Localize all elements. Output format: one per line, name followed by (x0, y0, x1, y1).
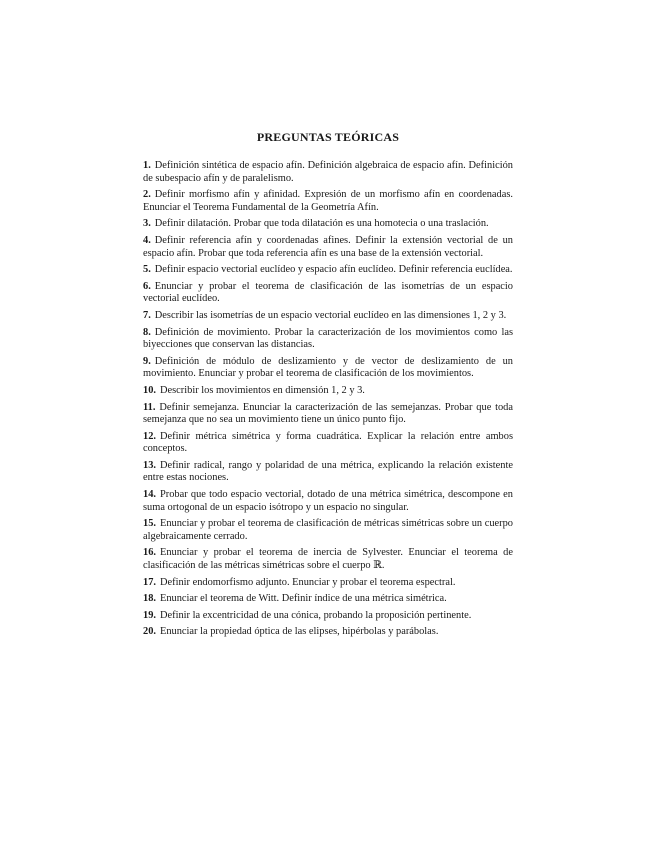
question-text: Definir dilatación. Probar que toda dilatación es una homotecia o una traslación. (154, 218, 489, 230)
question-text: Definición de módulo de deslizamiento y de vector de deslizamiento de un movimiento. Enunciar y probar el teorema de clasificación de los movimientos. (143, 355, 513, 380)
question-item (143, 402, 513, 427)
question-item (143, 431, 513, 456)
question-number: 9. (143, 355, 151, 367)
question-text: Enunciar y probar el teorema de clasificación de métricas simétricas sobre un cuerpo algebraicamente cerrado. (143, 518, 513, 542)
question-item (143, 264, 513, 277)
question-item (143, 460, 513, 485)
question-item (143, 218, 513, 231)
question-number: 16. (143, 547, 156, 559)
question-number: 14. (143, 489, 156, 501)
question-number: 10. (143, 384, 156, 396)
question-list (143, 160, 513, 639)
question-text: Enunciar y probar el teorema de inercia de Sylvester. Enunciar el teorema de clasificación de las métricas simétricas sobre el cuerpo ℝ. (143, 547, 513, 572)
question-item (143, 281, 513, 306)
question-item (143, 593, 513, 606)
question-item (143, 518, 513, 543)
question-text: Definir semejanza. Enunciar la caracterización de las semejanzas. Probar que toda semejanza que no sea un movimiento tiene un único punto fijo. (143, 401, 513, 426)
page-title: PREGUNTAS TEÓRICAS (256, 130, 400, 144)
question-text: Definir espacio vectorial euclídeo y espacio afín euclídeo. Definir referencia euclídea. (154, 264, 513, 276)
question-number: 5. (143, 264, 151, 276)
question-item (143, 610, 513, 623)
question-text: Enunciar la propiedad óptica de las elipses, hipérbolas y parábolas. (160, 626, 439, 638)
question-text: Describir los movimientos en dimensión 1, 2 y 3. (160, 384, 365, 396)
question-number: 7. (143, 309, 151, 321)
question-item (143, 160, 513, 185)
question-number: 20. (143, 626, 156, 638)
question-number: 6. (143, 280, 151, 292)
question-number: 15. (143, 518, 156, 530)
question-number: 3. (143, 218, 151, 230)
question-number: 2. (143, 189, 151, 201)
question-text: Definir radical, rango y polaridad de una métrica, explicando la relación existente entre estas nociones. (143, 459, 513, 484)
question-item (143, 235, 513, 260)
question-text: Definir endomorfismo adjunto. Enunciar y probar el teorema espectral. (160, 576, 456, 588)
question-text: Describir las isometrías de un espacio vectorial euclídeo en las dimensiones 1, 2 y 3. (154, 309, 507, 321)
question-number: 11. (143, 401, 156, 413)
question-number: 1. (143, 160, 151, 171)
question-item (143, 356, 513, 381)
question-number: 18. (143, 593, 156, 605)
question-item (143, 385, 513, 398)
question-item (143, 310, 513, 323)
question-text: Definición sintética de espacio afín. Definición algebraica de espacio afín. Definición de subespacio afín y de paralelismo. (143, 160, 513, 184)
document-page (143, 130, 513, 643)
question-item (143, 577, 513, 590)
question-text: Enunciar y probar el teorema de clasificación de las isometrías de un espacio vectorial euclídeo. (143, 280, 513, 305)
question-item (143, 489, 513, 514)
question-text: Definir métrica simétrica y forma cuadrática. Explicar la relación entre ambos conceptos. (143, 430, 513, 455)
question-item (143, 547, 513, 572)
question-text: Definir morfismo afín y afinidad. Expresión de un morfismo afín en coordenadas. Enunciar el Teorema Fundamental de la Geometría Afín. (143, 189, 513, 213)
question-text: Definir la excentricidad de una cónica, probando la proposición pertinente. (160, 609, 472, 621)
question-number: 8. (143, 326, 151, 338)
question-number: 17. (143, 576, 156, 588)
question-text: Enunciar el teorema de Witt. Definir índice de una métrica simétrica. (160, 593, 447, 605)
question-number: 12. (143, 430, 156, 442)
question-number: 19. (143, 609, 156, 621)
question-text: Definición de movimiento. Probar la caracterización de los movimientos como las biyecciones que conservan las distancias. (143, 326, 513, 351)
question-text: Probar que todo espacio vectorial, dotado de una métrica simétrica, descompone en suma ortogonal de un espacio isótropo y un espacio no singular. (143, 489, 513, 513)
question-number: 13. (143, 459, 156, 471)
question-item (143, 327, 513, 352)
question-number: 4. (143, 234, 151, 246)
question-text: Definir referencia afín y coordenadas afines. Definir la extensión vectorial de un espacio afín. Probar que toda referencia afín es una base de la extensión vectorial. (143, 234, 513, 259)
question-item (143, 189, 513, 214)
question-item (143, 626, 513, 639)
